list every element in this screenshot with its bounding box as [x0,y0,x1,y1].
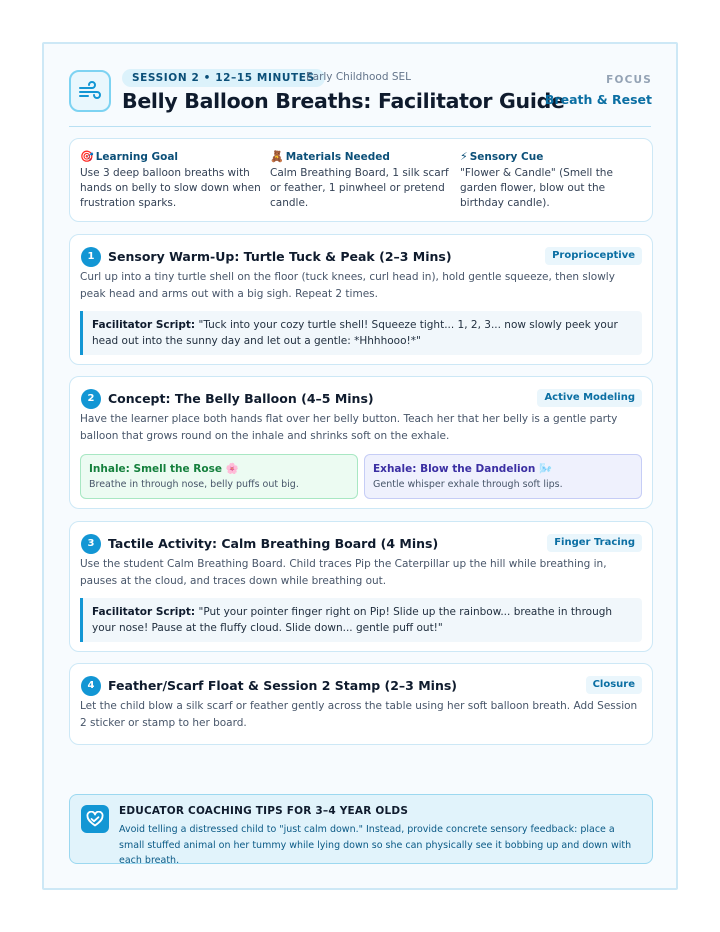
step-description: Use the student Calm Breathing Board. Child traces Pip the Caterpillar up the hill while breathing in, pauses at the cloud, and traces down while breathing out. [80,558,607,587]
exhale-text: Gentle whisper exhale through soft lips. [373,479,563,490]
script-text: "Tuck into your cozy turtle shell! Squeeze tight... 1, 2, 3... now slowly peek your head out into the sunny day and let out a gentle: *Hhhhooo!*" [92,319,618,347]
header-divider [69,126,651,127]
focus-value: Breath & Reset [544,92,652,107]
step-number: 2 [81,389,101,409]
lightning-icon: ⚡ [460,150,468,163]
teddy-bear-icon: 🧸 [270,150,284,163]
facilitator-script [80,598,642,642]
page-title: Belly Balloon Breaths: Facilitator Guide [122,89,565,113]
learning-goal-heading: Learning Goal [95,151,179,163]
coaching-tips-panel [69,794,653,864]
materials-needed [270,149,454,211]
sensory-cue-heading: Sensory Cue [469,151,544,163]
inhale-title: Inhale: Smell the Rose 🌸 [89,463,239,475]
step-title: Sensory Warm-Up: Turtle Tuck & Peak (2–3 Mins) [108,249,452,264]
step-tag: Proprioceptive [545,247,642,265]
step-title: Feather/Scarf Float & Session 2 Stamp (2–3 Mins) [108,678,458,693]
learning-goal-text: Use 3 deep balloon breaths with hands on belly to slow down when frustration sparks. [80,167,261,209]
facilitator-guide-page [42,42,678,890]
inhale-box [80,454,358,499]
step-title: Concept: The Belly Balloon (4–5 Mins) [108,391,374,406]
step-card-4 [69,663,653,745]
tips-title: EDUCATOR COACHING TIPS FOR 3–4 YEAR OLDS [119,805,409,817]
step-card-1 [69,234,653,365]
sensory-cue-text: "Flower & Candle" (Smell the garden flower, blow out the birthday candle). [460,167,613,209]
exhale-title: Exhale: Blow the Dandelion 🌬️ [373,463,553,475]
step-tag: Active Modeling [537,389,642,407]
script-text: "Put your pointer finger right on Pip! Slide up the rainbow... breathe in through your nose! Pause at the fluffy cloud. Slide down... gentle puff out!" [92,606,613,634]
inhale-text: Breathe in through nose, belly puffs out big. [89,479,299,490]
focus-label: FOCUS [606,74,652,86]
subject-label: Early Childhood SEL [306,71,411,83]
overview-panel [69,138,653,222]
materials-text: Calm Breathing Board, 1 silk scarf or feather, 1 pinwheel or pretend candle. [270,167,449,209]
learning-goal [80,149,264,211]
step-tag: Closure [586,676,642,694]
script-label: Facilitator Script: [92,606,196,618]
wind-icon [69,70,111,112]
step-description: Have the learner place both hands flat over her belly button. Teach her that her belly is a gentle party balloon that grows round on the inhale and shrinks soft on the exhale. [80,413,618,442]
step-number: 4 [81,676,101,696]
step-description: Curl up into a tiny turtle shell on the floor (tuck knees, curl head in), hold gentle squeeze, then slowly peak head and arms out with a big sigh. Repeat 2 times. [80,271,615,300]
step-tag: Finger Tracing [547,534,642,552]
step-card-3 [69,521,653,652]
tips-text: Avoid telling a distressed child to "just calm down." Instead, provide concrete sensory feedback: place a small stuffed animal on her tummy while lying down so she can physically see it bobbing up and down with each breath. [119,824,632,866]
facilitator-script [80,311,642,355]
step-title: Tactile Activity: Calm Breathing Board (4 Mins) [108,536,439,551]
step-number: 3 [81,534,101,554]
session-pill: SESSION 2 • 12–15 MINUTES [122,69,325,87]
sensory-cue [460,149,644,211]
script-label: Facilitator Script: [92,319,196,331]
exhale-box [364,454,642,499]
heart-hands-icon [81,805,109,833]
step-description: Let the child blow a silk scarf or feather gently across the table using her soft balloon breath. Add Session 2 sticker or stamp to her board. [80,700,638,729]
step-card-2 [69,376,653,509]
target-icon: 🎯 [80,150,94,163]
step-number: 1 [81,247,101,267]
materials-heading: Materials Needed [285,151,390,163]
